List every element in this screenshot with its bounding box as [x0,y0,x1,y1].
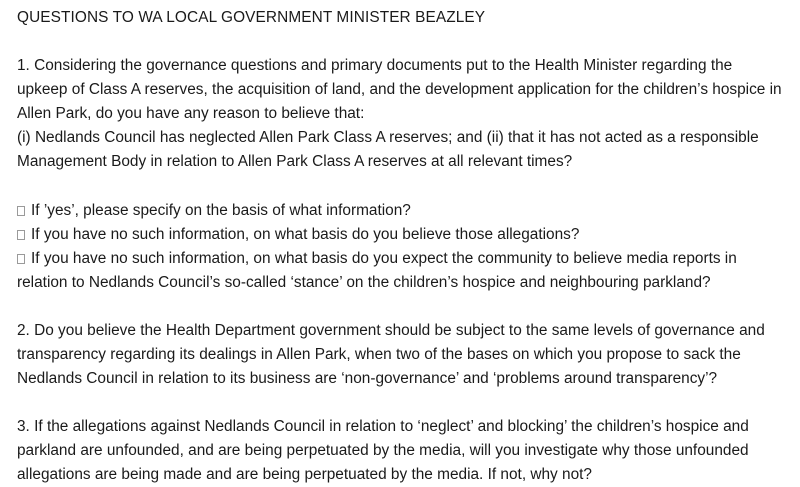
bullet-text: If ’yes’, please specify on the basis of what information? [31,202,411,219]
question-2: 2. Do you believe the Health Department government should be subject to the same levels of governance and transparency regarding its dealings in Allen Park, when two of the bases on which you propose to sack the Nedlands Council in relation to its business are ‘non-governance’ and ‘problems around transparency’? [17,322,765,387]
bullet-box-icon [17,206,25,216]
bullet-item [17,247,784,295]
bullet-text: If you have no such information, on what basis do you expect the community to believe media reports in relation to Nedlands Council’s so-called ‘stance’ on the children’s hospice and neighbouring parkland? [17,250,737,291]
bullet-box-icon [17,230,25,240]
question-1-points: (i) Nedlands Council has neglected Allen Park Class A reserves; and (ii) that it has not acted as a responsible Management Body in relation to Allen Park Class A reserves at all relevant times? [17,129,759,170]
document-title: QUESTIONS TO WA LOCAL GOVERNMENT MINISTER BEAZLEY [17,9,486,26]
bullet-item [17,223,784,247]
question-1-intro: 1. Considering the governance questions and primary documents put to the Health Minister regarding the upkeep of Class A reserves, the acquisition of land, and the development application for the children’s hospice in Allen Park, do you have any reason to believe that: [17,57,782,122]
bullet-text: If you have no such information, on what basis do you believe those allegations? [31,226,580,243]
bullet-list [17,199,784,295]
bullet-item [17,199,784,223]
question-3: 3. If the allegations against Nedlands Council in relation to ‘neglect’ and blocking’ the children’s hospice and parkland are unfounded, and are being perpetuated by the media, will you investigate why those unfounded allegations are being made and are being perpetuated by the media. If not, why not? [17,418,749,483]
bullet-box-icon [17,254,25,264]
question-1 [17,54,784,174]
